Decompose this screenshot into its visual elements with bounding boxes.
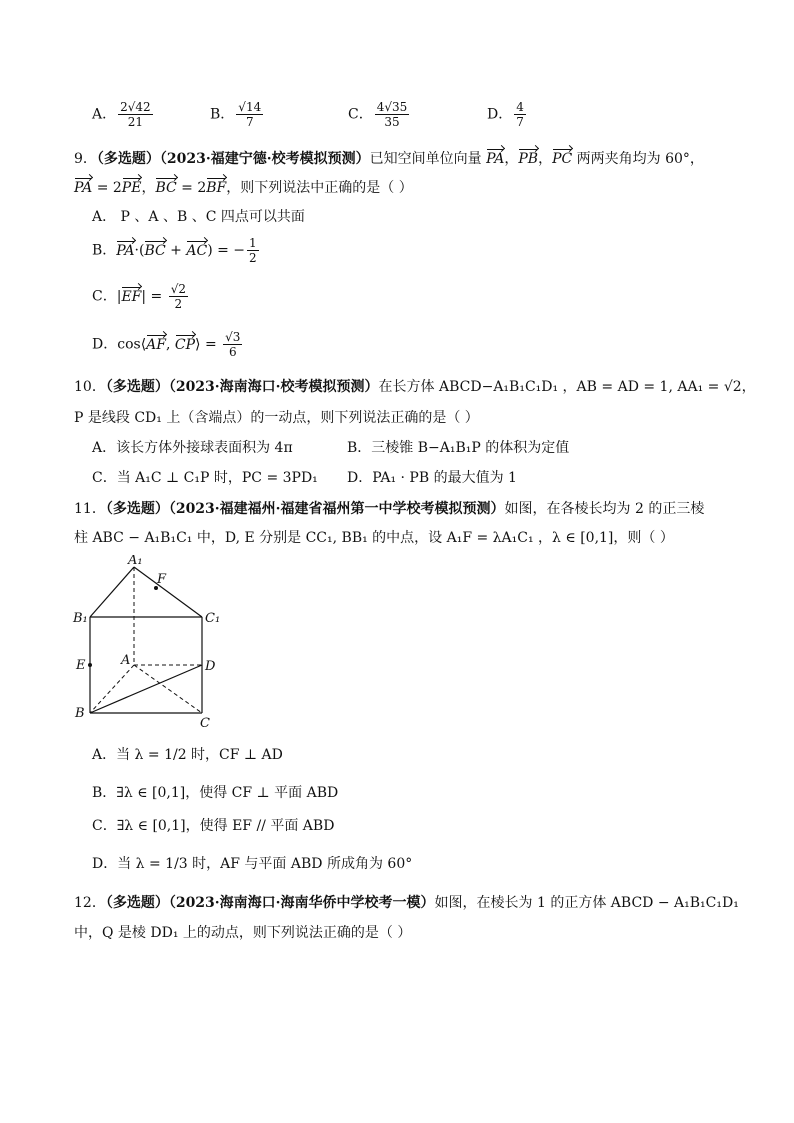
q9-option-d: D．cos⟨AF, CP⟩ = $\frac{√3}{6}$ [92,330,241,359]
q9-stem-line2: PA = 2PE，BC = 2BF，则下列说法中正确的是（ ） [74,180,413,196]
label-F: F [157,572,167,587]
q8-option-d: D． $\frac{4}{7}$ [487,100,524,129]
q10-stem-line2: P 是线段 CD₁ 上（含端点）的一动点，则下列说法正确的是（ ） [74,410,479,426]
q10-option-d: D．PA₁ · PB 的最大值为 1 [347,470,517,486]
q9-stem-line1: 9．（多选题）（2023·福建宁德·校考模拟预测）已知空间单位向量 PA，PB，PC 两两夹角均为 60°， [74,151,704,167]
q10-option-c: C．当 A₁C ⊥ C₁P 时，PC = 3PD₁ [92,470,318,486]
label-D: D [205,659,216,674]
label-B: B [75,706,85,721]
label-B1: B₁ [73,611,88,626]
q11-stem-line2: 柱 ABC − A₁B₁C₁ 中，D, E 分别是 CC₁, BB₁ 的中点，设 A₁F = λA₁C₁ ，λ ∈ [0,1]，则（ ） [74,530,674,546]
q8-option-c: C． $\frac{4√35}{35}$ [348,100,408,129]
label-E: E [76,658,86,673]
label-A1: A₁ [128,555,143,568]
q11-option-a: A．当 λ = 1/2 时，CF ⊥ AD [92,747,283,763]
q10-option-a: A．该长方体外接球表面积为 4π [92,440,293,456]
q9-option-c: C．|EF| = $\frac{√2}{2}$ [92,282,187,311]
q9-option-a: A． P 、A 、B 、C 四点可以共面 [92,209,305,225]
q8-option-b: B． $\frac{√14}{7}$ [210,100,262,129]
q10-stem-line1: 10．（多选题）（2023·海南海口·校考模拟预测）在长方体 ABCD−A₁B₁C₁D₁ ，AB = AD = 1, AA₁ = √2， [74,379,756,395]
label-A: A [121,653,131,668]
q12-stem-line1: 12．（多选题）（2023·海南海口·海南华侨中学校考一模）如图，在棱长为 1 的正方体 ABCD − A₁B₁C₁D₁ [74,895,739,911]
label-C1: C₁ [205,611,221,626]
label-C: C [200,716,210,730]
q11-option-b: B．∃λ ∈ [0,1]，使得 CF ⊥ 平面 ABD [92,785,339,801]
q11-option-d: D．当 λ = 1/3 时，AF 与平面 ABD 所成角为 60° [92,856,413,872]
prism-figure [70,555,230,730]
q10-option-b: B．三棱锥 B−A₁B₁P 的体积为定值 [347,440,570,456]
q11-option-c: C．∃λ ∈ [0,1]，使得 EF // 平面 ABD [92,818,335,834]
q8-option-a: A． $\frac{2√42}{21}$ [92,100,151,129]
q12-stem-line2: 中，Q 是棱 DD₁ 上的动点，则下列说法正确的是（ ） [74,925,412,941]
q9-option-b: B．PA·(BC + AC) = − $\frac{1}{2}$ [92,236,257,265]
q11-stem-line1: 11．（多选题）（2023·福建福州·福建省福州第一中学校考模拟预测）如图，在各棱长均为 2 的正三棱 [74,501,705,517]
